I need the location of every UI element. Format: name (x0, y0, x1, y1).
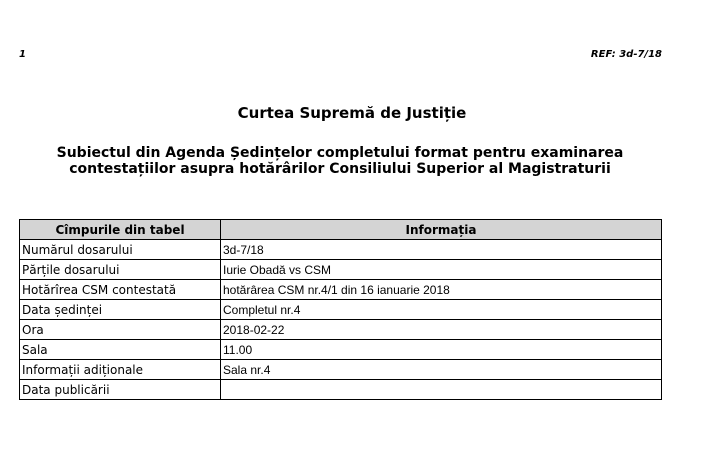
subject-line-2: contestațiilor asupra hotărârilor Consiliului Superior al Magistraturii (69, 161, 611, 177)
table-row (20, 280, 662, 300)
court-title: Curtea Supremă de Justiție (237, 104, 467, 122)
table-row (20, 360, 662, 380)
table-row (20, 380, 662, 400)
row-value-room: 11.00 (221, 340, 662, 360)
subject-line-1: Subiectul din Agenda Ședințelor completului format pentru examinarea (56, 145, 624, 161)
row-value-parties: Iurie Obadă vs CSM (221, 260, 662, 280)
reference-number: REF: 3d-7/18 (590, 49, 662, 60)
table-row (20, 240, 662, 260)
case-info-table (19, 219, 662, 400)
row-label-publication-date: Data publicării (20, 380, 221, 400)
column-header-fields: Cîmpurile din tabel (20, 220, 221, 240)
table-row (20, 300, 662, 320)
page-number: 1 (19, 49, 26, 60)
row-value-hearing-date: Completul nr.4 (221, 300, 662, 320)
column-header-information: Informația (221, 220, 662, 240)
row-value-time: 2018-02-22 (221, 320, 662, 340)
table-row (20, 260, 662, 280)
row-label-time: Ora (20, 320, 221, 340)
row-label-room: Sala (20, 340, 221, 360)
row-value-contested-decision: hotărârea CSM nr.4/1 din 16 ianuarie 2018 (221, 280, 662, 300)
row-value-publication-date (221, 380, 662, 400)
table-header-row (20, 220, 662, 240)
row-label-contested-decision: Hotărîrea CSM contestată (20, 280, 221, 300)
subject-heading (20, 145, 660, 177)
row-label-additional-info: Informații adiționale (20, 360, 221, 380)
row-value-case-number: 3d-7/18 (221, 240, 662, 260)
table-row (20, 340, 662, 360)
row-value-additional-info: Sala nr.4 (221, 360, 662, 380)
row-label-hearing-date: Data ședinței (20, 300, 221, 320)
table-row (20, 320, 662, 340)
row-label-case-number: Numărul dosarului (20, 240, 221, 260)
row-label-parties: Părțile dosarului (20, 260, 221, 280)
